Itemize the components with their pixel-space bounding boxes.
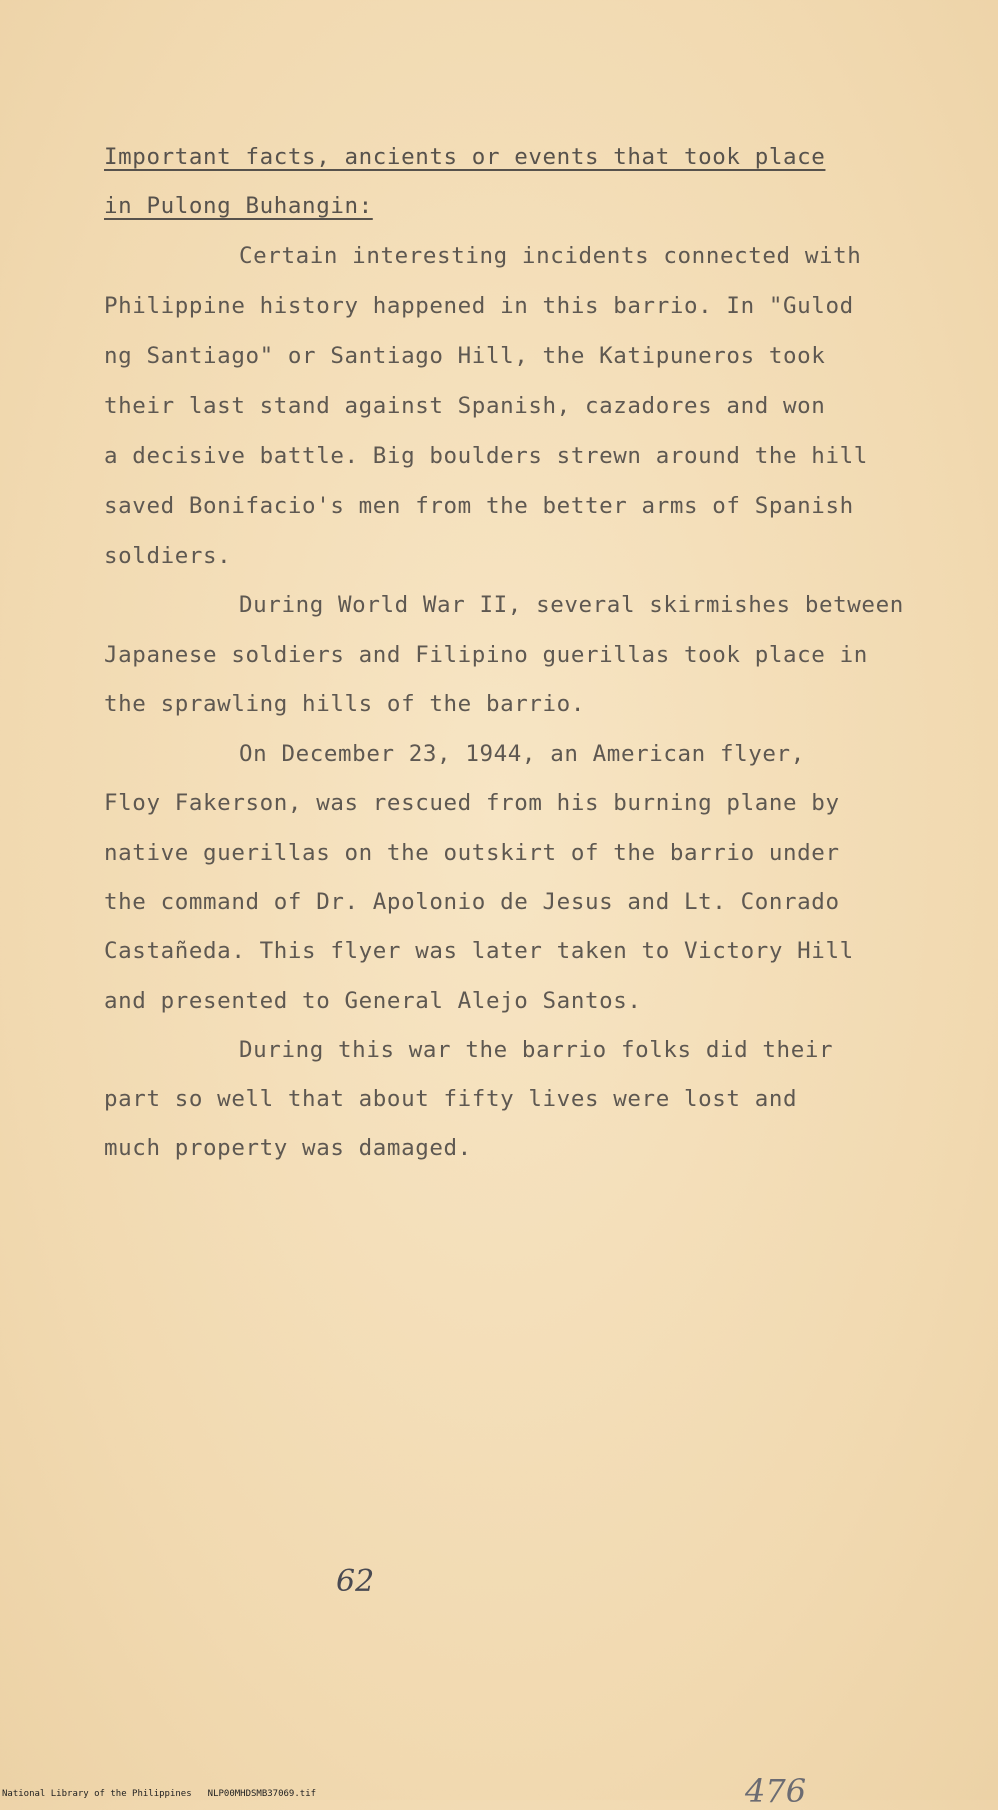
paragraph-line: native guerillas on the outskirt of the barrio under (104, 840, 840, 866)
paragraph-line: Castañeda. This flyer was later taken to Victory Hill (104, 938, 854, 964)
footer-file: NLP00MHDSMB37069.tif (207, 1789, 317, 1799)
heading-line-2: in Pulong Buhangin: (104, 193, 373, 219)
paragraph-line: Certain interesting incidents connected with (239, 243, 862, 269)
handwritten-page-number: 62 (336, 1564, 375, 1599)
paragraph-line: much property was damaged. (104, 1135, 472, 1161)
scan-footer (2, 1789, 316, 1799)
paragraph-line: the sprawling hills of the barrio. (104, 691, 585, 717)
paragraph-line: part so well that about fifty lives were lost and (104, 1086, 798, 1112)
paragraph-line: On December 23, 1944, an American flyer, (239, 741, 805, 767)
paragraph-line: the command of Dr. Apolonio de Jesus and Lt. Conrado (104, 889, 840, 915)
paragraph-line: saved Bonifacio's men from the better arms of Spanish (104, 493, 854, 519)
paragraph-line: Philippine history happened in this barrio. In "Gulod (104, 293, 854, 319)
paragraph-line: ng Santiago" or Santiago Hill, the Katipuneros took (104, 343, 826, 369)
paragraph-line: their last stand against Spanish, cazadores and won (104, 393, 826, 419)
paragraph-line: During this war the barrio folks did their (239, 1037, 834, 1063)
heading-line-1: Important facts, ancients or events that took place (104, 144, 826, 170)
paragraph-line: Floy Fakerson, was rescued from his burning plane by (104, 790, 840, 816)
paragraph-line: and presented to General Alejo Santos. (104, 988, 642, 1014)
paragraph-line: a decisive battle. Big boulders strewn around the hill (104, 443, 868, 469)
paragraph-line: Japanese soldiers and Filipino guerillas took place in (104, 642, 868, 668)
handwritten-archive-number: 476 (745, 1772, 807, 1810)
paragraph-line: soldiers. (104, 543, 232, 569)
paragraph-line: During World War II, several skirmishes between (239, 592, 904, 618)
footer-library: National Library of the Philippines (2, 1789, 192, 1799)
